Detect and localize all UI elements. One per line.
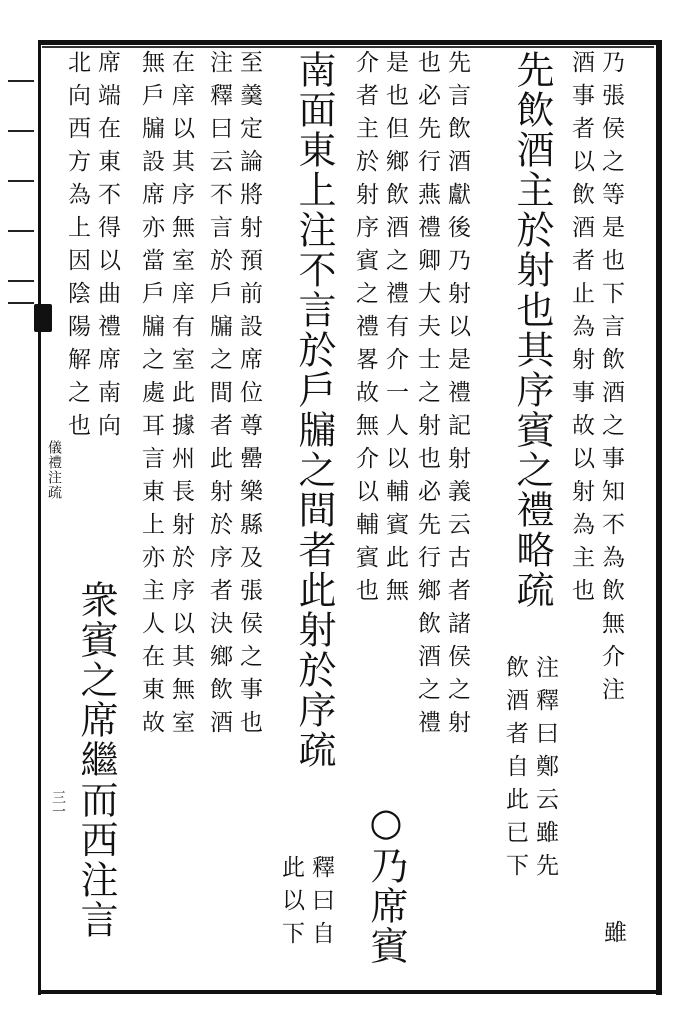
leaf-number: 三一 (50, 790, 66, 818)
annotation-line-right: 先言飲酒獻後乃射以是禮記射義云古者諸侯之射 (444, 50, 470, 743)
text-column-6 (204, 50, 264, 743)
annotation-line-left: 此以下 (278, 855, 304, 954)
annotation-line-right: 釋曰自 (308, 855, 334, 954)
annotation-line-right: 乃張侯之等是也下言飲酒之事知不為飲無介注 (598, 50, 624, 710)
annotation-line-right: 席端在東不得以曲禮席南向 (94, 50, 120, 446)
gutter-mark (8, 302, 34, 304)
text-column-7 (136, 50, 196, 743)
annotation-line-right: 至羹定論將射預前設席位尊罍樂縣及張侯之事也 (236, 50, 262, 743)
annotation-line-left: 飲酒者自此已下 (502, 655, 528, 886)
annotation-tail: 雖 (600, 920, 626, 953)
left-gutter (6, 40, 36, 995)
frame-bottom-rule (38, 990, 660, 994)
main-text-column-5: 南面東上注不言於戶牖之間者此射於序疏 (292, 50, 336, 770)
annotation-line-left: 注釋曰云不言於戶牖之間者此射於序者決鄉飲酒 (206, 50, 232, 743)
main-text-column-4: ○乃席賓 (364, 800, 408, 966)
gutter-mark (8, 280, 34, 282)
annotation-line-left: 酒事者以飲酒者止為射事故以射為主也 (568, 50, 594, 611)
annotation-line-right: 注釋曰鄭云雖先 (532, 655, 558, 886)
text-column-5-annotation (276, 855, 336, 954)
text-column-8 (62, 50, 122, 446)
main-text-column-8: 衆賓之席繼而西注言 (74, 580, 118, 940)
text-column-3 (412, 50, 472, 743)
annotation-line-right: 是也但鄉飲酒之禮有介一人以輔賓此無 (382, 50, 408, 611)
fishtail-mark (34, 304, 52, 332)
margin-title: 儀禮注疏 (46, 440, 62, 500)
gutter-mark (8, 80, 34, 82)
text-column-2-annotation (500, 655, 560, 886)
annotation-line-right: 在庠以其序無室庠有室此據州長射於序以其無室 (168, 50, 194, 743)
annotation-line-left: 也必先行燕禮卿大夫士之射也必先行鄉飲酒之禮 (414, 50, 440, 743)
annotation-line-left: 介者主於射序賓之禮畧故無介以輔賓也 (352, 50, 378, 611)
annotation-line-left: 無戶牖設席亦當戶牖之處耳言東上亦主人在東故 (138, 50, 164, 743)
frame-right-rule (656, 40, 662, 995)
frame-inner-rule (42, 46, 654, 48)
annotation-line-left: 北向西方為上因陰陽解之也 (64, 50, 90, 446)
frame-top-rule (38, 40, 660, 45)
main-text-column-2: 先飲酒主於射也其序賓之禮略疏 (510, 50, 554, 610)
frame-left-rule (38, 40, 41, 995)
text-column-4 (350, 50, 410, 611)
gutter-mark (8, 130, 34, 132)
gutter-mark (8, 180, 34, 182)
text-column-1 (566, 50, 626, 710)
gutter-mark (8, 230, 34, 232)
